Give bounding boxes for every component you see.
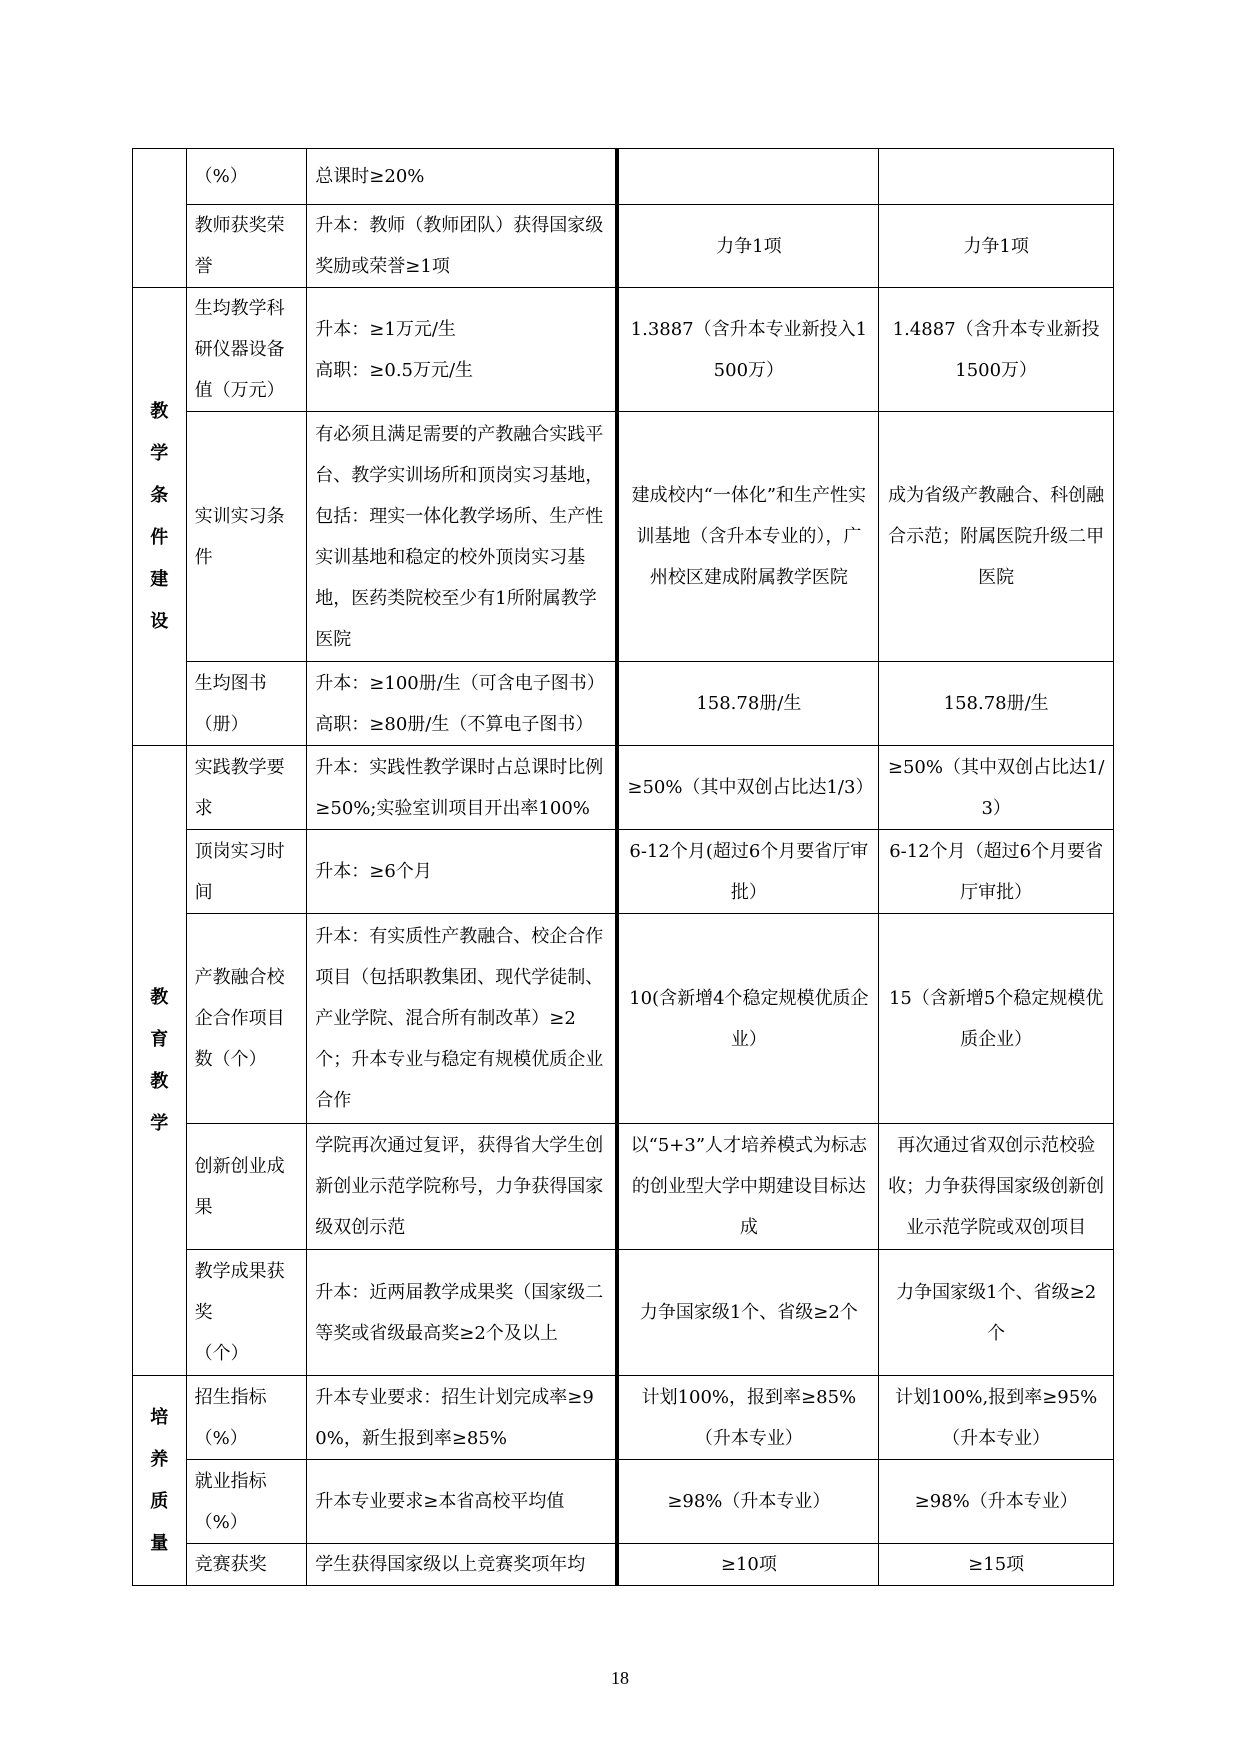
table-row: [133, 412, 1114, 662]
standard-cell: 升本：≥1万元/生 高职：≥0.5万元/生: [307, 288, 618, 412]
indicator-cell: 教师获奖荣誉: [186, 205, 307, 288]
standard-cell: 升本专业要求≥本省高校平均值: [307, 1460, 618, 1544]
table-row: [133, 205, 1114, 288]
indicator-cell: 实践教学要求: [186, 746, 307, 830]
indicator-cell: 实训实习条件: [186, 412, 307, 662]
standard-cell: 升本：≥100册/生（可含电子图书） 高职：≥80册/生（不算电子图书）: [307, 662, 618, 746]
indicator-cell: 教学成果获奖 （个）: [186, 1250, 307, 1376]
indicator-cell: 生均教学科研仪器设备值（万元）: [186, 288, 307, 412]
target-cell-a: 以“5+3”人才培养模式为标志的创业型大学中期建设目标达成: [617, 1124, 878, 1250]
category-cell: [133, 288, 187, 746]
table-row: [133, 1250, 1114, 1376]
indicator-cell: 就业指标（%）: [186, 1460, 307, 1544]
standard-cell: 学院再次通过复评，获得省大学生创新创业示范学院称号，力争获得国家级双创示范: [307, 1124, 618, 1250]
table-row: [133, 830, 1114, 914]
standard-cell: 升本专业要求：招生计划完成率≥90%，新生报到率≥85%: [307, 1376, 618, 1460]
indicator-cell: 顶岗实习时间: [186, 830, 307, 914]
target-cell-b: 成为省级产教融合、科创融合示范；附属医院升级二甲医院: [879, 412, 1114, 662]
indicator-cell: 创新创业成果: [186, 1124, 307, 1250]
target-cell-b: ≥15项: [879, 1544, 1114, 1586]
standard-cell: 有必须且满足需要的产教融合实践平台、教学实训场所和顶岗实习基地，包括：理实一体化教学场所、生产性实训基地和稳定的校外顶岗实习基地，医药类院校至少有1所附属教学医院: [307, 412, 618, 662]
indicator-cell: 产教融合校企合作项目数（个）: [186, 914, 307, 1124]
target-cell-b: 15（含新增5个稳定规模优质企业）: [879, 914, 1114, 1124]
table-row: [133, 662, 1114, 746]
target-cell-b: ≥98%（升本专业）: [879, 1460, 1114, 1544]
category-cell: [133, 746, 187, 1376]
target-cell-a: ≥50%（其中双创占比达1/3）: [617, 746, 878, 830]
target-cell-a: 1.3887（含升本专业新投入1500万）: [617, 288, 878, 412]
target-cell-a: 6-12个月(超过6个月要省厅审批）: [617, 830, 878, 914]
indicator-cell: 招生指标（%）: [186, 1376, 307, 1460]
target-cell-a: 计划100%，报到率≥85%（升本专业）: [617, 1376, 878, 1460]
target-cell-b: [879, 149, 1114, 205]
target-cell-b: 158.78册/生: [879, 662, 1114, 746]
table-row: [133, 1376, 1114, 1460]
standard-cell: 升本：教师（教师团队）获得国家级奖励或荣誉≥1项: [307, 205, 618, 288]
standard-cell: 总课时≥20%: [307, 149, 618, 205]
target-cell-b: 计划100%,报到率≥95%（升本专业）: [879, 1376, 1114, 1460]
target-cell-a: 158.78册/生: [617, 662, 878, 746]
requirements-table: [132, 148, 1114, 1586]
table-row: [133, 288, 1114, 412]
target-cell-b: 1.4887（含升本专业新投1500万）: [879, 288, 1114, 412]
standard-cell: 升本：≥6个月: [307, 830, 618, 914]
table-row: [133, 149, 1114, 205]
category-label: 教育教学: [150, 986, 169, 1134]
category-cell: [133, 1376, 187, 1586]
target-cell-a: 10(含新增4个稳定规模优质企业）: [617, 914, 878, 1124]
table-row: [133, 1460, 1114, 1544]
target-cell-b: 再次通过省双创示范校验收；力争获得国家级创新创业示范学院或双创项目: [879, 1124, 1114, 1250]
target-cell-a: 建成校内“一体化”和生产性实训基地（含升本专业的），广州校区建成附属教学医院: [617, 412, 878, 662]
target-cell-a: [617, 149, 878, 205]
target-cell-a: ≥10项: [617, 1544, 878, 1586]
target-cell-b: 力争国家级1个、省级≥2个: [879, 1250, 1114, 1376]
target-cell-a: ≥98%（升本专业）: [617, 1460, 878, 1544]
target-cell-b: 力争1项: [879, 205, 1114, 288]
indicator-cell: 竞赛获奖: [186, 1544, 307, 1586]
indicator-cell: 生均图书（册）: [186, 662, 307, 746]
table-row: [133, 1544, 1114, 1586]
category-cell: [133, 149, 187, 288]
table-row: [133, 1124, 1114, 1250]
indicator-cell: （%）: [186, 149, 307, 205]
table-row: [133, 914, 1114, 1124]
target-cell-a: 力争国家级1个、省级≥2个: [617, 1250, 878, 1376]
target-cell-b: ≥50%（其中双创占比达1/3）: [879, 746, 1114, 830]
standard-cell: 学生获得国家级以上竞赛奖项年均: [307, 1544, 618, 1586]
standard-cell: 升本：有实质性产教融合、校企合作项目（包括职教集团、现代学徒制、产业学院、混合所有制改革）≥2个；升本专业与稳定有规模优质企业合作: [307, 914, 618, 1124]
target-cell-b: 6-12个月（超过6个月要省厅审批）: [879, 830, 1114, 914]
standard-cell: 升本：近两届教学成果奖（国家级二等奖或省级最高奖≥2个及以上: [307, 1250, 618, 1376]
target-cell-a: 力争1项: [617, 205, 878, 288]
table-row: [133, 746, 1114, 830]
category-label: 教学条件建设: [150, 400, 169, 632]
page-number: 18: [611, 1668, 629, 1688]
standard-cell: 升本：实践性教学课时占总课时比例≥50%;实验室训项目开出率100%: [307, 746, 618, 830]
category-label: 培养质量: [150, 1406, 169, 1554]
